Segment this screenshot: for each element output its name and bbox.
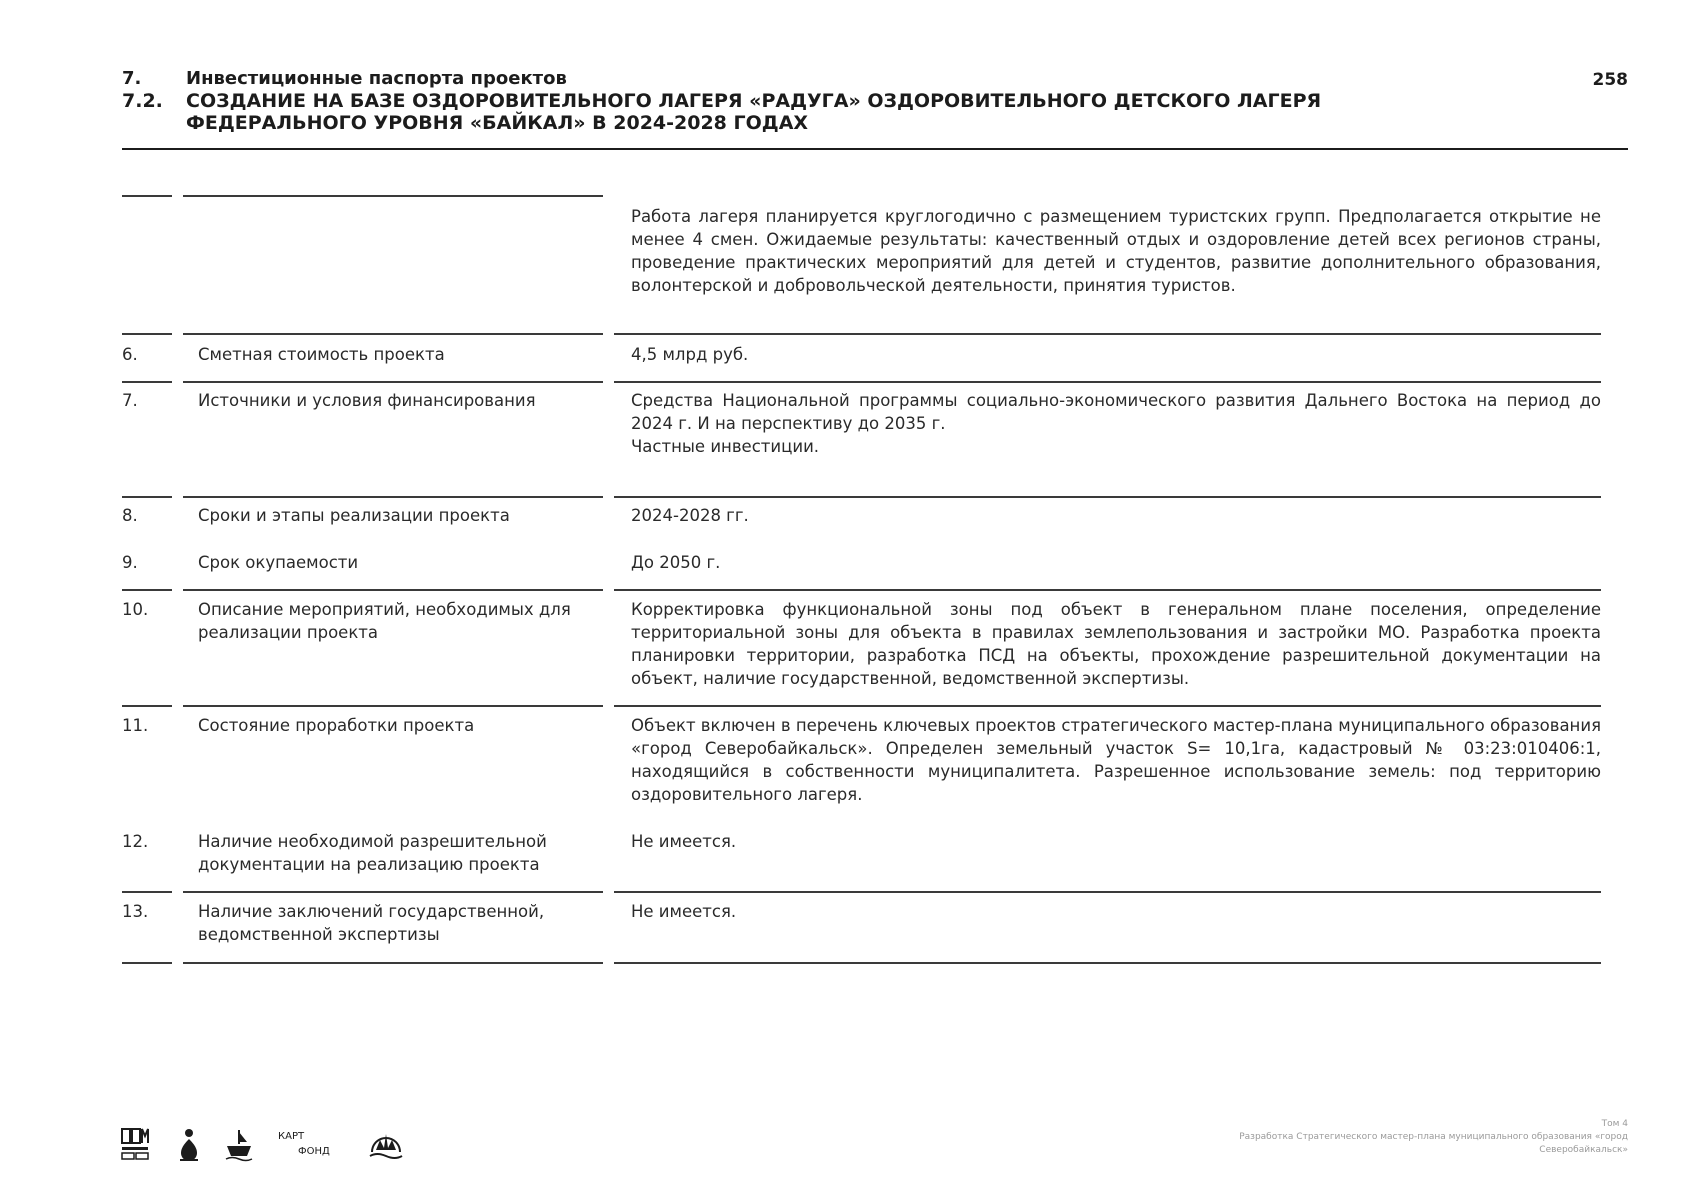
row-divider [183,333,603,335]
row-number: 7. [122,391,138,410]
page-number: 258 [1592,70,1628,90]
row-value: Корректировка функциональной зоны под объект в генеральном плане поселения, определение территориальной зоны для объекта в правилах землепользования и застройки МО. Разработка проекта планировки территории, разработка ПСД на объекты, прохождение разрешительной документации на объект, наличие государственной, ведомственной экспертизы. [631,600,1601,688]
row-value: Не имеется. [631,832,737,851]
row-number: 12. [122,832,149,851]
row-divider [614,589,1601,591]
row-label: Наличие заключений государственной, ведомственной экспертизы [198,902,545,944]
row-label: Сроки и этапы реализации проекта [198,506,510,525]
svg-text:ФОНД: ФОНД [298,1146,330,1157]
row-divider [122,333,172,335]
row-number: 8. [122,506,138,525]
row-divider [614,705,1601,707]
row-divider [183,496,603,498]
subsection-number: 7.2. [122,90,163,112]
row-value-line: Средства Национальной программы социально-экономического развития Дальнего Востока на период до 2024 г. И на перспективу до 2035 г. [631,391,1601,433]
footer-document-title: Разработка Стратегического мастер-плана муниципального образования «город Северобайкальск» [1239,1132,1628,1155]
row-divider [614,381,1601,383]
row-value: Не имеется. [631,902,737,921]
row-value-line: Частные инвестиции. [631,437,820,456]
row-value [631,389,1601,458]
continued-value: Работа лагеря планируется круглогодично с размещением туристских групп. Предполагается открытие не менее 4 смен. Ожидаемые результаты: качественный отдых и оздоровление детей всех регионов страны, проведение практических мероприятий для детей и студентов, развитие дополнительного образования, волонтерской и добровольческой деятельности, принятия туристов. [631,207,1601,295]
row-number: 11. [122,716,149,735]
row-divider [183,381,603,383]
section-number: 7. [122,68,142,89]
row-number: 9. [122,553,138,572]
row-value: Объект включен в перечень ключевых проектов стратегического мастер-плана муниципального образования «город Северобайкальск». Определен земельный участок S= 10,1га, кадастровый № 03:23:010406:1, находящийся в собственности муниципалитета. Разрешенное использование земель: под территорию оздоровительного лагеря. [631,716,1601,804]
svg-text:КАРТ: КАРТ [278,1131,305,1142]
row-divider [122,962,172,964]
header-divider [122,148,1628,150]
row-divider [183,891,603,893]
section-title: Инвестиционные паспорта проектов [186,68,567,89]
row-divider [183,589,603,591]
row-divider [183,195,603,197]
dom-rf-logo [120,1126,152,1162]
row-label: Состояние проработки проекта [198,716,475,735]
row-divider [614,496,1601,498]
row-divider [122,705,172,707]
baikal-city-logo [368,1126,404,1162]
emblem-boat-logo [224,1126,254,1162]
row-value: 4,5 млрд руб. [631,345,749,364]
row-divider [122,589,172,591]
kart-fond-logo [276,1126,340,1162]
row-divider [122,891,172,893]
row-divider [122,381,172,383]
row-label: Описание мероприятий, необходимых для реализации проекта [198,600,571,642]
row-divider [183,705,603,707]
footer-caption [1200,1118,1628,1157]
row-value: До 2050 г. [631,553,721,572]
row-number: 6. [122,345,138,364]
row-label: Сметная стоимость проекта [198,345,445,364]
subsection-title: СОЗДАНИЕ НА БАЗЕ ОЗДОРОВИТЕЛЬНОГО ЛАГЕРЯ «РАДУГА» ОЗДОРОВИТЕЛЬНОГО ДЕТСКОГО ЛАГЕРЯ ФЕДЕРАЛЬНОГО УРОВНЯ «БАЙКАЛ» В 2024-2028 ГОДАХ [186,90,1322,134]
row-label: Источники и условия финансирования [198,391,536,410]
row-divider [614,962,1601,964]
row-value: 2024-2028 гг. [631,506,749,525]
row-label: Срок окупаемости [198,553,359,572]
row-divider [614,891,1601,893]
row-number: 13. [122,902,149,921]
footer-volume: Том 4 [1601,1119,1628,1129]
row-divider [614,333,1601,335]
emblem-drop-logo [178,1126,200,1162]
row-number: 10. [122,600,149,619]
row-divider [183,962,603,964]
row-divider [122,496,172,498]
row-label: Наличие необходимой разрешительной документации на реализацию проекта [198,832,547,874]
row-divider [122,195,172,197]
